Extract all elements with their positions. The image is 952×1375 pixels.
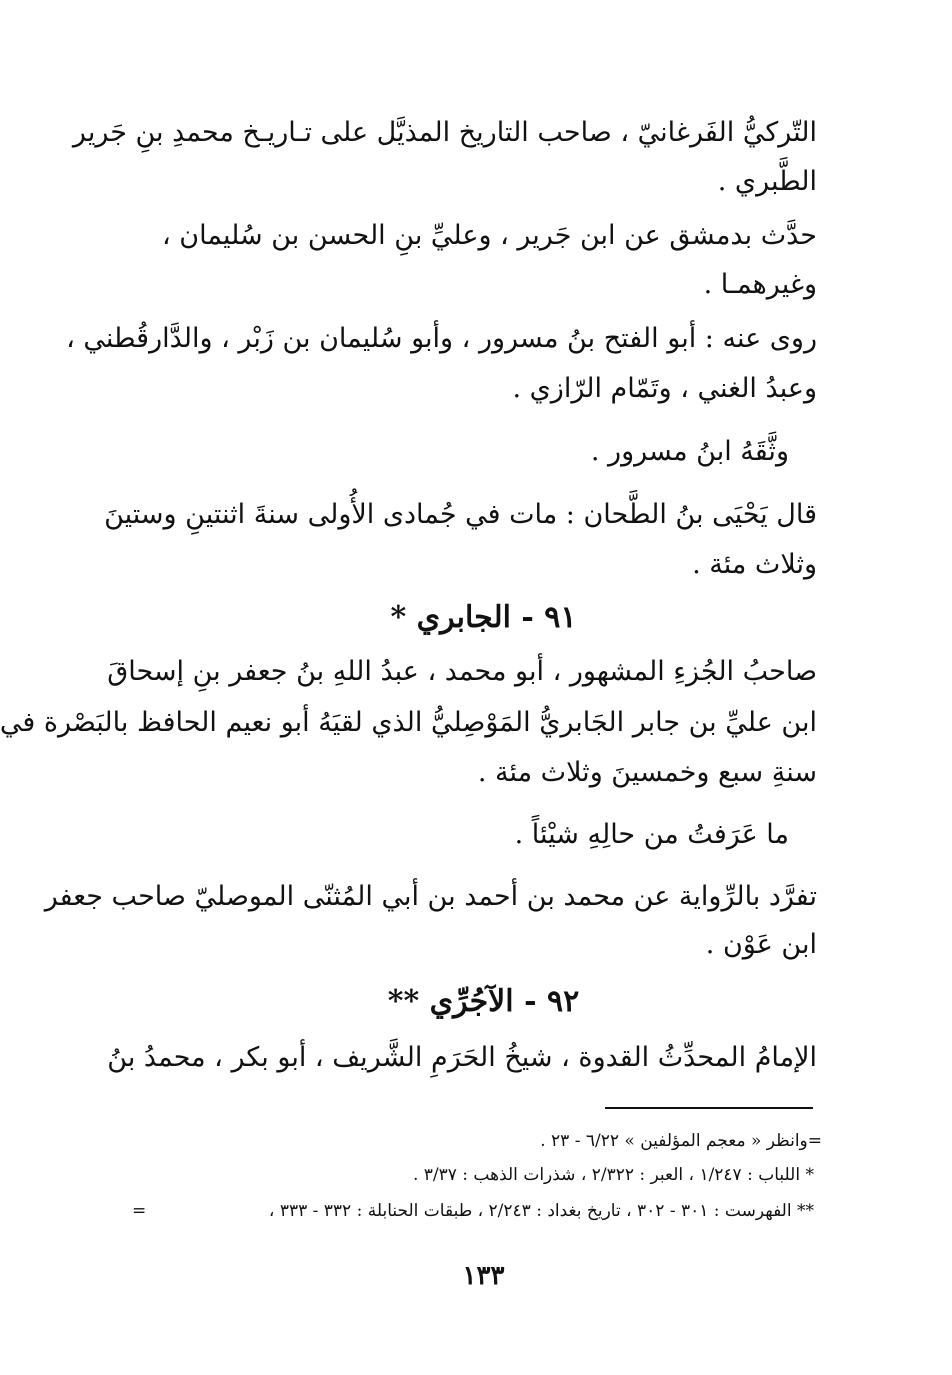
footnote-line: ** الفهرست : ٣٠١ - ٣٠٢ ، تاريخ بغداد : ٢/٢٤٣ ، طبقات الحنابلة : ٣٣٢ - ٣٣٣ ،: [268, 1201, 814, 1221]
entry-heading-92: ٩٢ - الآجُرِّي **: [387, 984, 580, 1019]
body-line: الإمامُ المحدِّثُ القدوة ، شيخُ الحَرَمِ الشَّريف ، أبو بكر ، محمدُ بنُ: [107, 1042, 817, 1073]
body-line: تفرَّد بالرِّواية عن محمد بن أحمد بن أبي المُثنّى الموصليّ صاحب جعفر: [44, 881, 817, 912]
page-number: ١٣٣: [462, 1261, 505, 1291]
body-line: الطَّبري .: [717, 166, 817, 197]
body-line: حدَّث بدمشق عن ابن جَرير ، وعليِّ بنِ الحسن بن سُليمان ،: [161, 220, 817, 251]
body-line: وثلاث مئة .: [692, 549, 817, 580]
body-line: روى عنه : أبو الفتح بنُ مسرور ، وأبو سُليمان بن زَبْر ، والدَّارقُطني ،: [66, 323, 817, 354]
footnote-line: =وانظر « معجم المؤلفين » ٦/٢٢ - ٢٣ .: [540, 1131, 822, 1151]
body-line: سنةِ سبع وخمسينَ وثلاث مئة .: [477, 757, 817, 788]
body-line: ما عَرَفتُ من حالِهِ شيْئاً .: [514, 819, 789, 850]
footnote-continuation-mark: =: [132, 1201, 147, 1221]
body-line: التّركيُّ الفَرغانيّ ، صاحب التاريخ المذيَّل على تـاريـخ محمدِ بنِ جَرير: [72, 117, 817, 148]
body-line: وغيرهمـا .: [703, 269, 817, 300]
entry-heading-91: ٩١ - الجابري *: [390, 600, 577, 635]
body-line: قال يَحْيَى بنُ الطَّحان : مات في جُمادى الأُولى سنةَ اثنتينِ وستينَ: [104, 499, 817, 530]
body-line: ابن عَوْن .: [705, 929, 817, 960]
body-line: وعبدُ الغني ، وتَمّام الرّازي .: [512, 373, 817, 404]
footnote-separator: [605, 1107, 813, 1109]
body-line: ابن عليِّ بن جابر الجَابريُّ المَوْصِليُّ الذي لقيَهُ أبو نعيم الحافظ بالبَصْرة في: [0, 707, 817, 738]
body-line: صاحبُ الجُزءِ المشهور ، أبو محمد ، عبدُ اللهِ بنُ جعفر بنِ إسحاقَ: [107, 656, 817, 687]
footnote-line: * اللباب : ١/٢٤٧ ، العبر : ٢/٣٢٢ ، شذرات الذهب : ٣/٣٧ .: [412, 1165, 814, 1185]
body-line: وثَّقَهُ ابنُ مسرور .: [590, 436, 789, 467]
